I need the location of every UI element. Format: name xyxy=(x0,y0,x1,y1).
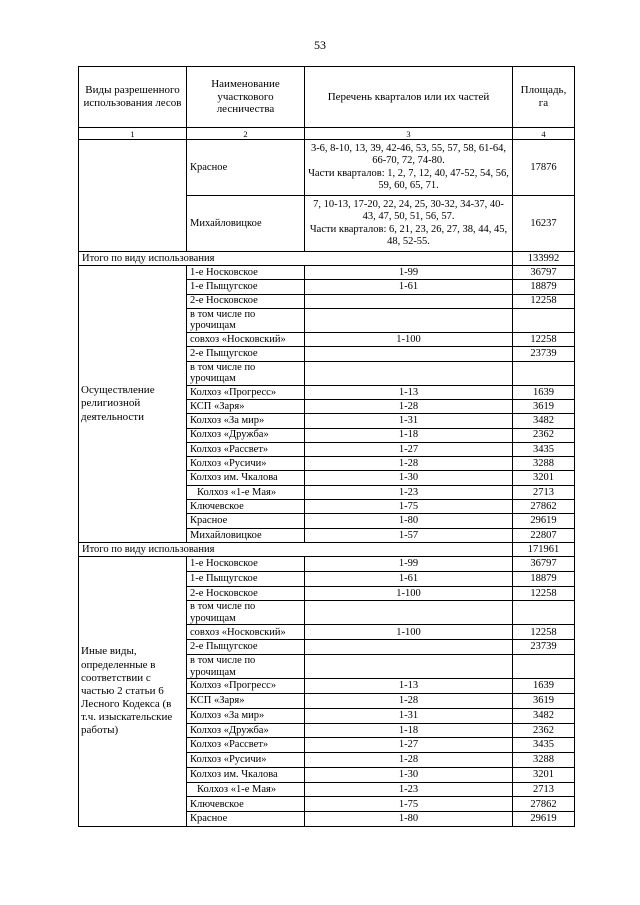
quarters-cell xyxy=(305,196,513,252)
district-cell: Красное xyxy=(187,514,305,528)
total-row xyxy=(79,252,575,266)
header-area: Площадь, га xyxy=(513,67,575,128)
use-type-cell: Осуществление религиозной деятельности xyxy=(79,266,187,543)
district-cell: в том числе по урочищам xyxy=(187,308,305,332)
district-cell: 2-е Пыщугское xyxy=(187,640,305,655)
area-cell: 3482 xyxy=(513,708,575,723)
header-use-type: Виды разрешенного использования лесов xyxy=(79,67,187,128)
district-cell: Колхоз «Рассвет» xyxy=(187,738,305,753)
column-number: 2 xyxy=(187,128,305,140)
district-cell: Колхоз им. Чкалова xyxy=(187,767,305,782)
area-cell xyxy=(513,601,575,625)
table-row xyxy=(79,556,575,571)
district-cell: Колхоз «Прогресс» xyxy=(187,385,305,399)
district-cell: 2-е Пыщугское xyxy=(187,347,305,361)
district-cell: Красное xyxy=(187,812,305,827)
total-label: Итого по виду использования xyxy=(79,542,513,556)
district-cell: в том числе по урочищам xyxy=(187,601,305,625)
column-number: 3 xyxy=(305,128,513,140)
quarters-cell xyxy=(305,347,513,361)
area-cell: 3201 xyxy=(513,767,575,782)
district-cell: Колхоз «Рассвет» xyxy=(187,442,305,456)
header-district: Наименование участкового лесничества xyxy=(187,67,305,128)
total-value: 171961 xyxy=(513,542,575,556)
area-cell: 27862 xyxy=(513,500,575,514)
area-cell: 12258 xyxy=(513,332,575,346)
column-number: 4 xyxy=(513,128,575,140)
quarters-cell: 1-61 xyxy=(305,280,513,294)
table-row xyxy=(79,140,575,196)
quarters-cell: 1-13 xyxy=(305,385,513,399)
area-cell: 17876 xyxy=(513,140,575,196)
quarters-cell: 1-80 xyxy=(305,514,513,528)
district-cell: Ключевское xyxy=(187,797,305,812)
use-type-cell xyxy=(79,140,187,252)
quarters-cell xyxy=(305,361,513,385)
district-cell: 2-е Носковское xyxy=(187,294,305,308)
district-cell: Колхоз «Прогресс» xyxy=(187,679,305,694)
quarters-cell xyxy=(305,655,513,679)
total-label: Итого по виду использования xyxy=(79,252,513,266)
area-cell: 3201 xyxy=(513,471,575,485)
area-cell: 3288 xyxy=(513,457,575,471)
area-cell: 27862 xyxy=(513,797,575,812)
quarters-cell: 1-100 xyxy=(305,332,513,346)
area-cell: 2713 xyxy=(513,782,575,797)
quarters-cell: 1-28 xyxy=(305,693,513,708)
quarters-cell: 1-28 xyxy=(305,399,513,413)
area-cell: 23739 xyxy=(513,640,575,655)
district-cell: Колхоз им. Чкалова xyxy=(187,471,305,485)
total-row xyxy=(79,542,575,556)
area-cell: 12258 xyxy=(513,625,575,640)
quarters-cell: 1-31 xyxy=(305,414,513,428)
district-cell: Колхоз «Русичи» xyxy=(187,753,305,768)
area-cell: 3619 xyxy=(513,693,575,708)
area-cell: 22807 xyxy=(513,528,575,542)
quarters-cell xyxy=(305,640,513,655)
quarters-cell xyxy=(305,601,513,625)
area-cell: 2362 xyxy=(513,428,575,442)
district-cell: Михайловицкое xyxy=(187,528,305,542)
district-cell: 1-е Пыщугское xyxy=(187,280,305,294)
quarters-cell: 1-18 xyxy=(305,723,513,738)
district-cell: совхоз «Носковский» xyxy=(187,332,305,346)
district-cell: Михайловицкое xyxy=(187,196,305,252)
quarters-cell xyxy=(305,308,513,332)
quarters-cell: 1-75 xyxy=(305,797,513,812)
quarters-cell: 1-100 xyxy=(305,625,513,640)
quarters-parts: Части кварталов: 6, 21, 23, 26, 27, 38, 44, 45, 48, 52-55. xyxy=(309,223,508,247)
area-cell: 3435 xyxy=(513,442,575,456)
header-row xyxy=(79,67,575,128)
district-cell: Колхоз «За мир» xyxy=(187,414,305,428)
area-cell: 3482 xyxy=(513,414,575,428)
forest-use-table xyxy=(78,66,575,827)
quarters-parts: Части кварталов: 1, 2, 7, 12, 40, 47-52, 54, 56, 59, 60, 65, 71. xyxy=(308,167,509,191)
area-cell: 2713 xyxy=(513,485,575,499)
area-cell: 16237 xyxy=(513,196,575,252)
district-cell: КСП «Заря» xyxy=(187,399,305,413)
quarters-cell xyxy=(305,294,513,308)
area-cell: 29619 xyxy=(513,514,575,528)
quarters-cell: 1-18 xyxy=(305,428,513,442)
district-cell: 2-е Носковское xyxy=(187,586,305,601)
area-cell: 1639 xyxy=(513,385,575,399)
quarters-cell: 1-23 xyxy=(305,782,513,797)
quarters-cell: 1-30 xyxy=(305,471,513,485)
district-cell: 1-е Пыщугское xyxy=(187,571,305,586)
total-value: 133992 xyxy=(513,252,575,266)
quarters-cell: 1-27 xyxy=(305,442,513,456)
quarters-cell: 1-28 xyxy=(305,753,513,768)
district-cell: Колхоз «1-е Мая» xyxy=(187,782,305,797)
district-cell: 1-е Носковское xyxy=(187,556,305,571)
district-cell: Красное xyxy=(187,140,305,196)
quarters-cell: 1-99 xyxy=(305,556,513,571)
area-cell: 36797 xyxy=(513,266,575,280)
area-cell xyxy=(513,655,575,679)
area-cell: 3435 xyxy=(513,738,575,753)
area-cell: 12258 xyxy=(513,586,575,601)
quarters-cell: 1-31 xyxy=(305,708,513,723)
area-cell: 23739 xyxy=(513,347,575,361)
quarters-cell: 1-80 xyxy=(305,812,513,827)
area-cell: 29619 xyxy=(513,812,575,827)
column-number-row xyxy=(79,128,575,140)
quarters-cell: 1-100 xyxy=(305,586,513,601)
area-cell: 12258 xyxy=(513,294,575,308)
quarters-list: 3-6, 8-10, 13, 39, 42-46, 53, 55, 57, 58, 61-64, 66-70, 72, 74-80. xyxy=(310,143,507,167)
use-type-cell: Иные виды, определенные в соответствии с частью 2 статьи 6 Лесного Кодекса (в т.ч. изыскательские работы) xyxy=(79,556,187,826)
area-cell xyxy=(513,308,575,332)
quarters-list: 7, 10-13, 17-20, 22, 24, 25, 30-32, 34-37, 40-43, 47, 50, 51, 56, 57. xyxy=(313,199,504,223)
quarters-cell: 1-13 xyxy=(305,679,513,694)
table-row xyxy=(79,266,575,280)
district-cell: КСП «Заря» xyxy=(187,693,305,708)
district-cell: совхоз «Носковский» xyxy=(187,625,305,640)
page-number: 53 xyxy=(314,38,326,52)
quarters-cell: 1-27 xyxy=(305,738,513,753)
area-cell: 3619 xyxy=(513,399,575,413)
district-cell: Колхоз «1-е Мая» xyxy=(187,485,305,499)
quarters-cell: 1-99 xyxy=(305,266,513,280)
quarters-cell xyxy=(305,140,513,196)
area-cell: 2362 xyxy=(513,723,575,738)
area-cell: 1639 xyxy=(513,679,575,694)
area-cell: 18879 xyxy=(513,280,575,294)
column-number: 1 xyxy=(79,128,187,140)
area-cell: 36797 xyxy=(513,556,575,571)
area-cell xyxy=(513,361,575,385)
quarters-cell: 1-30 xyxy=(305,767,513,782)
quarters-cell: 1-61 xyxy=(305,571,513,586)
district-cell: Колхоз «Русичи» xyxy=(187,457,305,471)
quarters-cell: 1-28 xyxy=(305,457,513,471)
district-cell: в том числе по урочищам xyxy=(187,655,305,679)
quarters-cell: 1-75 xyxy=(305,500,513,514)
area-cell: 18879 xyxy=(513,571,575,586)
district-cell: Колхоз «За мир» xyxy=(187,708,305,723)
area-cell: 3288 xyxy=(513,753,575,768)
district-cell: 1-е Носковское xyxy=(187,266,305,280)
quarters-cell: 1-57 xyxy=(305,528,513,542)
district-cell: Колхоз «Дружба» xyxy=(187,723,305,738)
district-cell: в том числе по урочищам xyxy=(187,361,305,385)
quarters-cell: 1-23 xyxy=(305,485,513,499)
header-quarters: Перечень кварталов или их частей xyxy=(305,67,513,128)
district-cell: Ключевское xyxy=(187,500,305,514)
district-cell: Колхоз «Дружба» xyxy=(187,428,305,442)
